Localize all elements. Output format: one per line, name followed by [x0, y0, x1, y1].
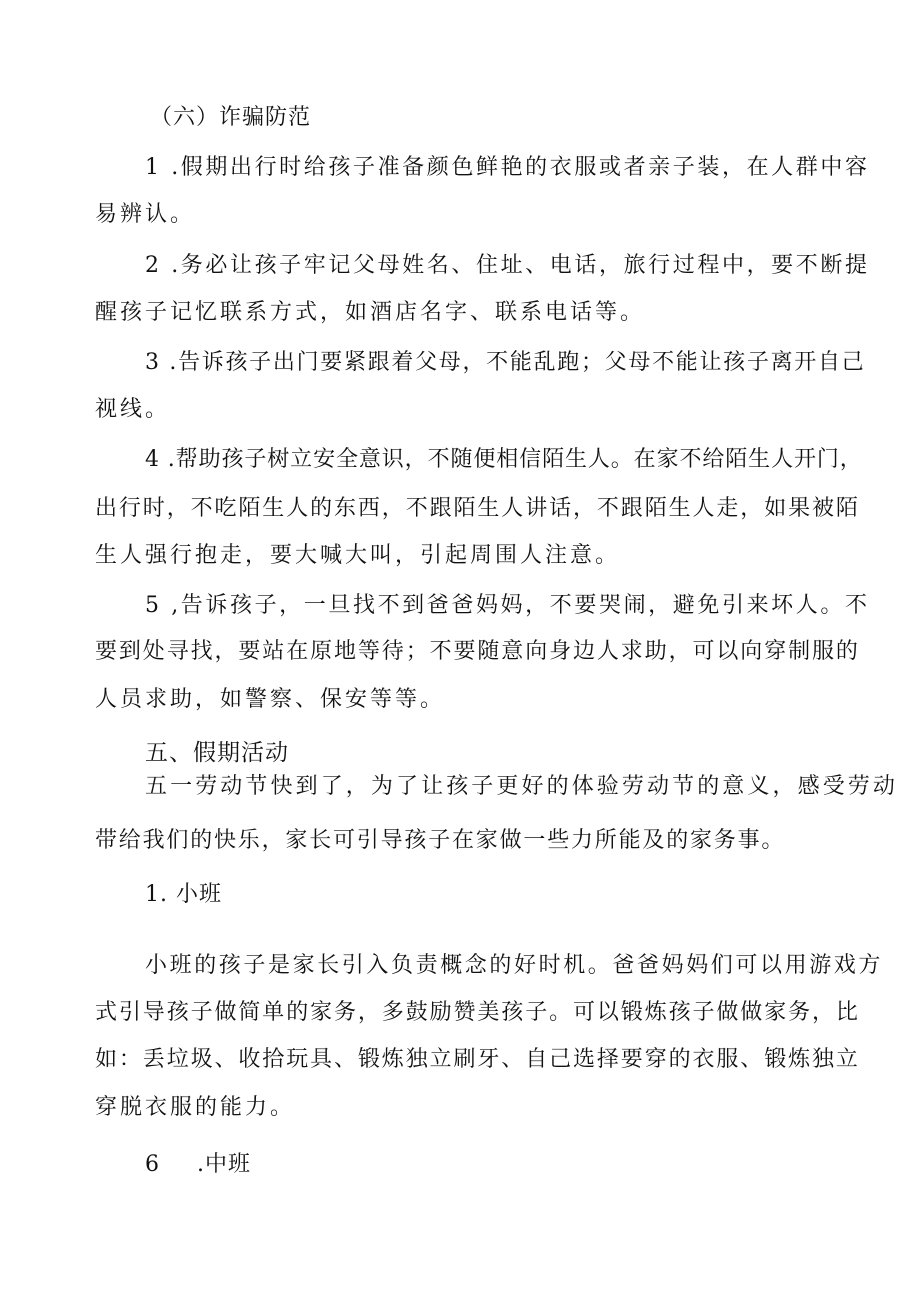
intro-line-1: 五一劳动节快到了，为了让孩子更好的体验劳动节的意义，感受劳动 [145, 774, 899, 799]
middle-class-number: 6 [145, 1152, 160, 1177]
middle-class-label: .中班 [197, 1152, 251, 1177]
section-title-fraud-prevention: （六）诈骗防范 [150, 105, 312, 130]
small-class-label: 1. 小班 [145, 882, 222, 907]
paragraph-4-line-3: 生人强行抱走，要大喊大叫，引起周围人注意。 [95, 543, 621, 568]
intro-line-2: 带给我们的快乐，家长可引导孩子在家做一些力所能及的家务事。 [95, 828, 786, 853]
small-class-line-2: 式引导孩子做简单的家务，多鼓励赞美孩子。可以锻炼孩子做做家务，比 [95, 1000, 860, 1025]
paragraph-4-line-2: 出行时，不吃陌生人的东西，不跟陌生人讲话，不跟陌生人走，如果被陌 [95, 496, 860, 521]
small-class-line-4: 穿脱衣服的能力。 [95, 1095, 296, 1120]
paragraph-5-line-3: 人员求助，如警察、保安等等。 [95, 687, 446, 712]
paragraph-1-line-1: 1 .假期出行时给孩子准备颜色鲜艳的衣服或者亲子装，在人群中容 [145, 155, 870, 180]
paragraph-2-line-1: 2 .务必让孩子牢记父母姓名、住址、电话，旅行过程中，要不断提 [145, 253, 870, 278]
paragraph-2-line-2: 醒孩子记忆联系方式，如酒店名字、联系电话等。 [95, 300, 646, 325]
paragraph-3-line-2: 视线。 [95, 397, 171, 422]
paragraph-5-line-1: 5 ,告诉孩子，一旦找不到爸爸妈妈，不要哭闹，避免引来坏人。不 [145, 593, 870, 618]
paragraph-4-line-1: 4 .帮助孩子树立安全意识，不随便相信陌生人。在家不给陌生人开门， [145, 447, 863, 472]
paragraph-3-line-1: 3 .告诉孩子出门要紧跟着父母，不能乱跑；父母不能让孩子离开自己 [145, 350, 866, 375]
section-heading-holiday-activities: 五、假期活动 [145, 740, 289, 766]
paragraph-1-line-2: 易辨认。 [95, 202, 196, 227]
paragraph-5-line-2: 要到处寻找，要站在原地等待；不要随意向身边人求助，可以向穿制服的 [95, 639, 860, 664]
small-class-line-3: 如：丢垃圾、收拾玩具、锻炼独立刷牙、自己选择要穿的衣服、锻炼独立 [95, 1047, 860, 1072]
small-class-line-1: 小班的孩子是家长引入负责概念的好时机。爸爸妈妈们可以用游戏方 [145, 953, 884, 978]
